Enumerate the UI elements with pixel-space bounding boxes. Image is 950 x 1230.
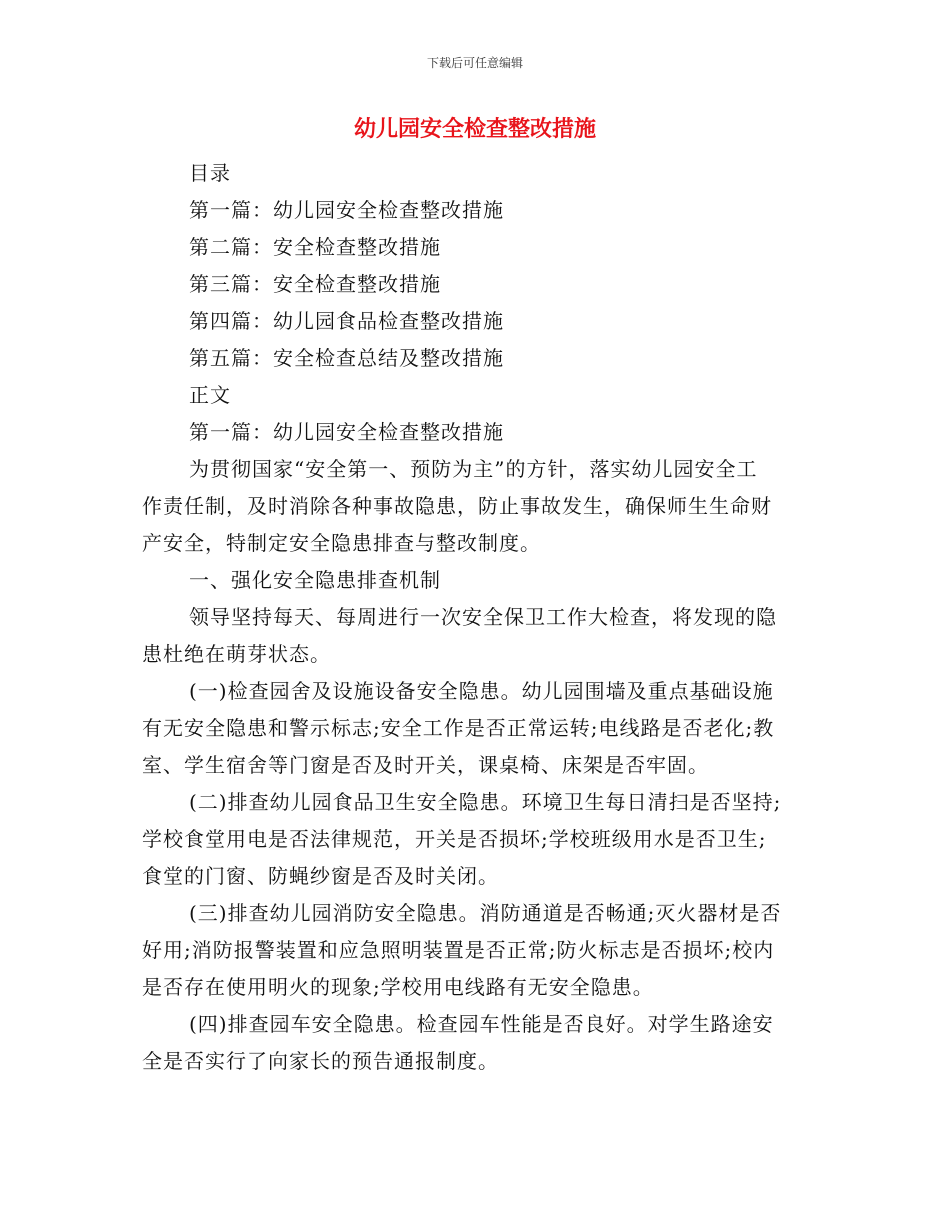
paragraph [142,784,810,895]
toc-item: 第四篇：幼儿园食品检查整改措施 [189,309,504,333]
paragraph-line: 领导坚持每天、每周进行一次安全保卫工作大检查，将发现的隐 [189,605,777,629]
paragraph-line: 有无安全隐患和警示标志;安全工作是否正常运转;电线路是否老化;教 [142,716,775,740]
paragraph-line: 一、强化安全隐患排查机制 [189,568,441,592]
paragraph [142,599,810,673]
header-note: 下载后可任意编辑 [426,56,523,70]
part-heading: 第一篇：幼儿园安全检查整改措施 [189,420,504,444]
paragraph [142,673,810,784]
paragraph [142,1006,810,1080]
paragraph-line: 室、学生宿舍等门窗是否及时开关，课桌椅、床架是否牢固。 [142,753,709,777]
toc-item: 第二篇：安全检查整改措施 [189,235,441,259]
paragraph-line: 好用;消防报警装置和应急照明装置是否正常;防火标志是否损坏;校内 [142,938,775,962]
paragraph-line: 食堂的门窗、防蝇纱窗是否及时关闭。 [142,864,499,888]
paragraph-line: 患杜绝在萌芽状态。 [142,642,331,666]
paragraph-line: 全是否实行了向家长的预告通报制度。 [142,1049,499,1073]
toc-item: 第三篇：安全检查整改措施 [189,272,441,296]
body-heading: 正文 [189,383,231,407]
document-body [142,155,810,1080]
section-heading [142,562,810,599]
paragraph-line: (一)检查园舍及设施设备安全隐患。幼儿园围墙及重点基础设施 [189,679,774,703]
paragraph-line: (二)排查幼儿园食品卫生安全隐患。环境卫生每日清扫是否坚持; [189,790,782,814]
toc-item: 第一篇：幼儿园安全检查整改措施 [189,198,504,222]
paragraph-line: 产安全，特制定安全隐患排查与整改制度。 [142,531,541,555]
paragraph-line: (三)排查幼儿园消防安全隐患。消防通道是否畅通;灭火器材是否 [189,901,782,925]
paragraph [142,451,810,562]
toc-item: 第五篇：安全检查总结及整改措施 [189,346,504,370]
toc-heading: 目录 [189,161,231,185]
document-title: 幼儿园安全检查整改措施 [353,117,596,142]
paragraph-line: 学校食堂用电是否法律规范，开关是否损坏;学校班级用水是否卫生; [142,827,767,851]
paragraph-line: 作责任制，及时消除各种事故隐患，防止事故发生，确保师生生命财 [142,494,772,518]
paragraph [142,895,810,1006]
paragraph-line: 为贯彻国家“安全第一、预防为主”的方针，落实幼儿园安全工 [189,457,758,481]
paragraph-line: 是否存在使用明火的现象;学校用电线路有无安全隐患。 [142,975,654,999]
paragraph-line: (四)排查园车安全隐患。检查园车性能是否良好。对学生路途安 [189,1012,774,1036]
